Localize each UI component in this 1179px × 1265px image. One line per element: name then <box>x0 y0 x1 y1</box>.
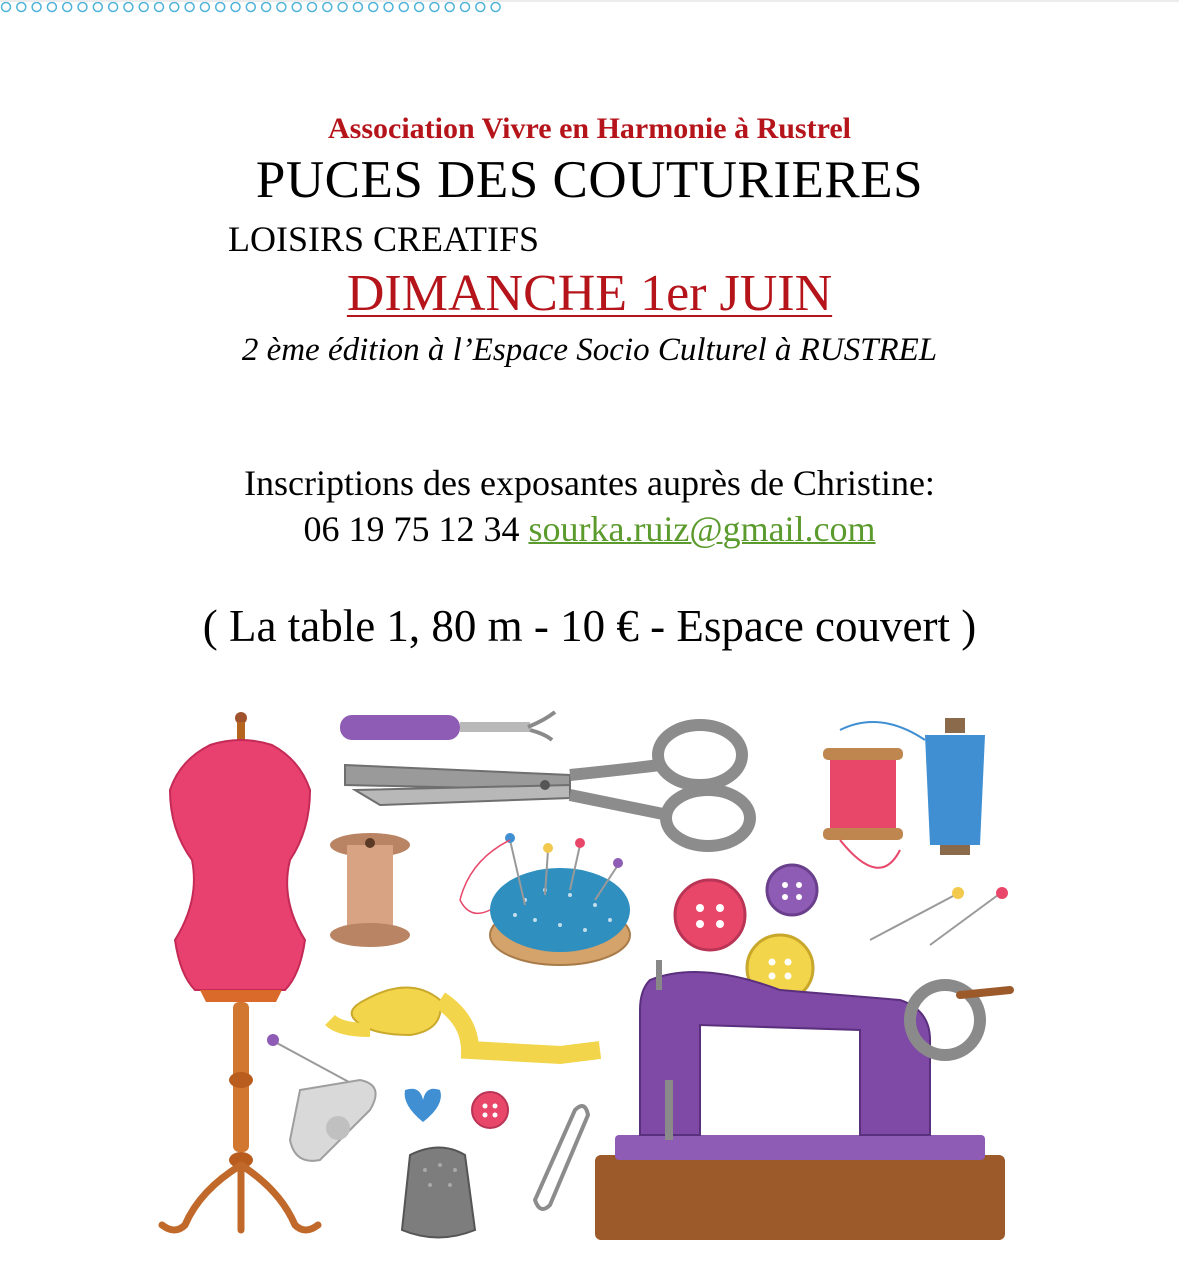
divider-dot <box>78 3 87 12</box>
seam-ripper-icon <box>340 712 555 740</box>
safety-pin-icon <box>535 1106 588 1209</box>
pricing-info: ( La table 1, 80 m - 10 € - Espace couvert ) <box>202 601 977 651</box>
divider-dot <box>246 3 255 12</box>
tape-measure-icon <box>330 988 600 1056</box>
divider-dot <box>277 3 286 12</box>
association-name: Association Vivre en Harmonie à Rustrel <box>327 112 852 145</box>
divider-dot <box>2 3 11 12</box>
divider-dot <box>430 3 439 12</box>
divider-dot <box>262 3 271 12</box>
divider-dot <box>185 3 194 12</box>
divider-dot <box>231 3 240 12</box>
divider-dot <box>93 3 102 12</box>
divider-dot <box>216 3 225 12</box>
phone-number: 06 19 75 12 34 <box>303 509 520 549</box>
thimble-icon <box>402 1148 475 1238</box>
wooden-spool-icon <box>330 833 410 947</box>
divider-dot <box>200 3 209 12</box>
divider-dot <box>476 3 485 12</box>
email-link[interactable]: sourka.ruiz@gmail.com <box>528 509 876 549</box>
divider-dot <box>17 3 26 12</box>
inscriptions-text: Inscriptions des exposantes auprès de Christine: <box>244 463 935 503</box>
sewing-illustration <box>140 690 1040 1260</box>
divider-dot <box>292 3 301 12</box>
thread-spool-red-icon <box>823 748 903 868</box>
tailors-chalk-icon <box>290 1080 376 1161</box>
divider-dot <box>63 3 72 12</box>
event-date: DIMANCHE 1er JUIN <box>346 265 833 322</box>
edition-line: 2 ème édition à l’Espace Socio Culturel à RUSTREL <box>241 332 938 368</box>
divider-dot <box>155 3 164 12</box>
dotted-divider <box>0 0 505 14</box>
event-subtitle: LOISIRS CREATIFS <box>228 219 540 259</box>
divider-dot <box>369 3 378 12</box>
divider-dot <box>461 3 470 12</box>
contact-line <box>0 508 1179 550</box>
divider-dot <box>384 3 393 12</box>
divider-dot <box>308 3 317 12</box>
divider-dot <box>353 3 362 12</box>
sewing-machine-icon <box>595 960 1010 1240</box>
divider-dot <box>47 3 56 12</box>
scissors-icon <box>345 725 750 846</box>
divider-dot <box>170 3 179 12</box>
pincushion-icon <box>460 833 630 965</box>
divider-dot <box>399 3 408 12</box>
divider-dot <box>415 3 424 12</box>
divider-dot <box>32 3 41 12</box>
event-title: PUCES DES COUTURIERES <box>255 151 924 209</box>
divider-dot <box>139 3 148 12</box>
divider-dot <box>124 3 133 12</box>
divider-dot <box>338 3 347 12</box>
divider-dot <box>491 3 500 12</box>
divider-dot <box>109 3 118 12</box>
top-rule <box>0 0 1179 2</box>
divider-dot <box>323 3 332 12</box>
divider-dot <box>445 3 454 12</box>
